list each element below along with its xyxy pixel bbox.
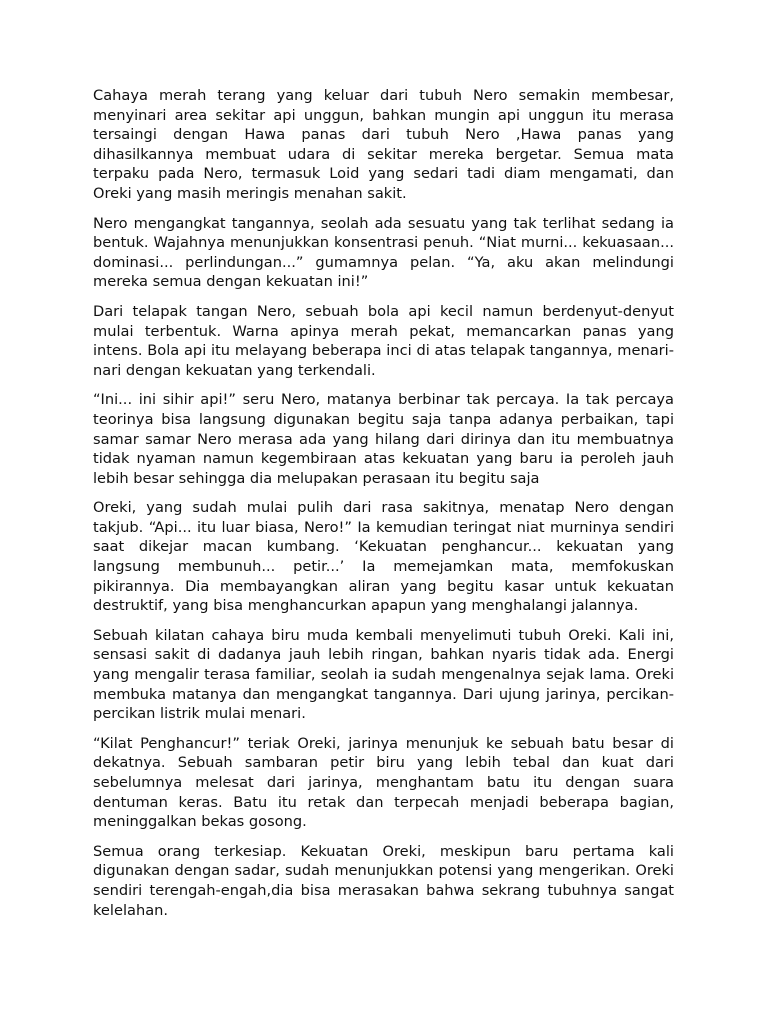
paragraph-1: Cahaya merah terang yang keluar dari tubuh Nero semakin membesar, menyinari area sekitar api unggun, bahkan mungin api unggun itu merasa tersaingi dengan Hawa panas dari tubuh Nero ,Hawa panas yang dihasilkannya membuat udara di sekitar mereka bergetar. Semua mata terpaku pada Nero, termasuk Loid yang sedari tadi diam mengamati, dan Oreki yang masih meringis menahan sakit.: [93, 87, 674, 202]
paragraph-8: Semua orang terkesiap. Kekuatan Oreki, meskipun baru pertama kali digunakan dengan sadar, sudah menunjukkan potensi yang mengerikan. Oreki sendiri terengah-engah,dia bisa merasakan bahwa sekrang tubuhnya sangat kelelahan.: [93, 842, 674, 919]
paragraph-7: “Kilat Penghancur!” teriak Oreki, jarinya menunjuk ke sebuah batu besar di dekatnya. Sebuah sambaran petir biru yang lebih tebal dan kuat dari sebelumnya melesat dari jarinya, menghantam batu itu dengan suara dentuman keras. Batu itu retak dan terpecah menjadi beberapa bagian, meninggalkan bekas gosong.: [93, 734, 674, 831]
paragraph-4: “Ini... ini sihir api!” seru Nero, matanya berbinar tak percaya. Ia tak percaya teorinya bisa langsung digunakan begitu saja tanpa adanya perbaikan, tapi samar samar Nero merasa ada yang hilang dari dirinya dan itu membuatnya tidak nyaman namun kegembiraan atas kekuatan yang baru ia peroleh jauh lebih besar sehingga dia melupakan perasaan itu begitu saja: [93, 391, 674, 487]
document-body: [93, 86, 674, 930]
paragraph-5: Oreki, yang sudah mulai pulih dari rasa sakitnya, menatap Nero dengan takjub. “Api... itu luar biasa, Nero!” Ia kemudian teringat niat murninya sendiri saat dikejar macan kumbang. ‘Kekuatan penghancur... kekuatan yang langsung membunuh... petir...’ Ia memejamkan mata, memfokuskan pikirannya. Dia membayangkan aliran yang begitu kasar untuk kekuatan destruktif, yang bisa menghancurkan apapun yang menghalangi jalannya.: [93, 499, 674, 615]
paragraph-2: Nero mengangkat tangannya, seolah ada sesuatu yang tak terlihat sedang ia bentuk. Wajahnya menunjukkan konsentrasi penuh. “Niat murni... kekuasaan... dominasi... perlindungan...” gumamnya pelan. “Ya, aku akan melindungi mereka semua dengan kekuatan ini!”: [93, 214, 674, 291]
paragraph-6: Sebuah kilatan cahaya biru muda kembali menyelimuti tubuh Oreki. Kali ini, sensasi sakit di dadanya jauh lebih ringan, bahkan nyaris tidak ada. Energi yang mengalir terasa familiar, seolah ia sudah mengenalnya sejak lama. Oreki membuka matanya dan mengangkat tangannya. Dari ujung jarinya, percikan-percikan listrik mulai menari.: [93, 626, 674, 723]
paragraph-3: Dari telapak tangan Nero, sebuah bola api kecil namun berdenyut-denyut mulai terbentuk. Warna apinya merah pekat, memancarkan panas yang intens. Bola api itu melayang beberapa inci di atas telapak tangannya, menari-nari dengan kekuatan yang terkendali.: [93, 302, 674, 379]
